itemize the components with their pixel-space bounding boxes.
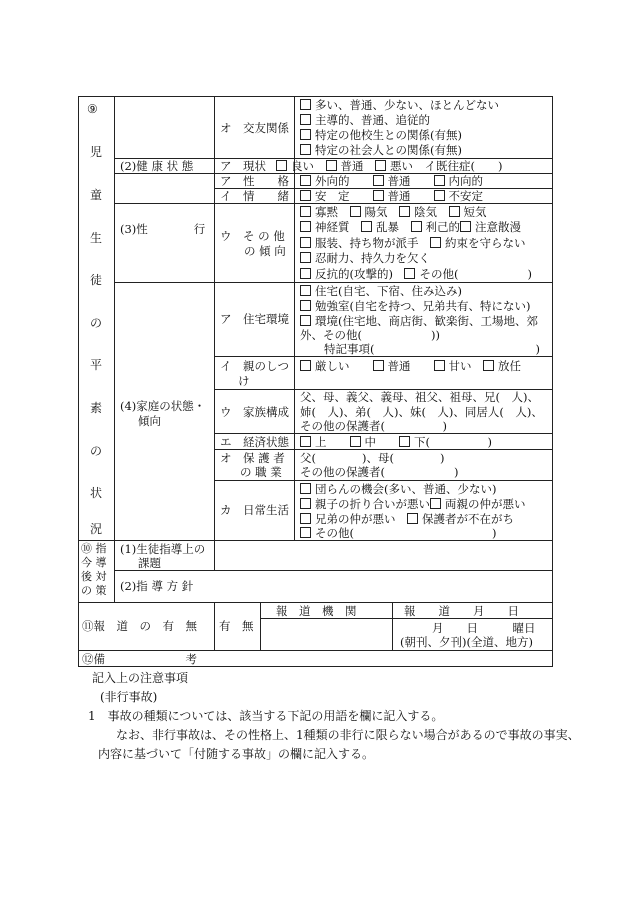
daily-row: その他( ) <box>300 526 496 540</box>
friend-option: 特定の社会人との関係(有無) <box>300 143 462 157</box>
report-edition: (朝刊、夕刊)(全道、地方) <box>400 635 533 649</box>
home-note: 特記事項( ) <box>324 342 540 356</box>
section9-char: 徒 <box>90 273 103 287</box>
daily-life-label: カ 日常生活 <box>220 503 289 517</box>
checkbox[interactable] <box>300 99 311 110</box>
checkbox[interactable] <box>449 206 460 217</box>
divider <box>214 602 215 650</box>
checkbox[interactable] <box>407 513 418 524</box>
divider <box>114 203 553 204</box>
occupation-label: の 職 業 <box>240 465 282 479</box>
report-date: 月 日 曜日 <box>432 621 536 635</box>
divider <box>214 96 215 570</box>
checkbox[interactable] <box>300 315 311 326</box>
section9-char: 童 <box>90 188 103 202</box>
divider <box>114 540 115 602</box>
section9-char: 生 <box>90 231 103 245</box>
daily-row: 親子の折り合いが悪い 両親の仲が悪い <box>300 497 526 511</box>
checkbox[interactable] <box>373 190 384 201</box>
home-row-cont: 外、その他( )) <box>300 328 440 342</box>
section9-char: 素 <box>90 401 103 415</box>
composition-row: その他の保護者( ) <box>300 419 447 433</box>
emotion-label: イ 情 緒 <box>220 189 289 203</box>
economy-options: 上 中 下( ) <box>300 435 492 449</box>
notes-item-cont: なお、非行事故は、その性格上、1種類の非行に限らない場合があるので事故の事実、 <box>116 728 580 742</box>
composition-row: 姉( 人)、弟( 人)、妹( 人)、同居人( 人)、 <box>300 405 543 419</box>
checkbox[interactable] <box>434 175 445 186</box>
checkbox[interactable] <box>300 190 311 201</box>
occupation-row: その他の保護者( ) <box>300 465 459 479</box>
checkbox[interactable] <box>430 237 441 248</box>
friend-option: 主導的、普通、追従的 <box>300 113 430 127</box>
checkbox[interactable] <box>373 360 384 371</box>
report-date-header: 報 道 月 日 <box>404 604 519 618</box>
family-group-label: 傾向 <box>138 414 161 428</box>
section10-label: の 策 <box>81 584 107 597</box>
notes-item-cont: 内容に基づいて「付随する事故」の欄に記入する。 <box>98 747 375 761</box>
checkbox[interactable] <box>300 114 311 125</box>
divider <box>214 449 553 450</box>
checkbox[interactable] <box>404 268 415 279</box>
checkbox[interactable] <box>300 300 311 311</box>
section11-label: ⑪報 道 の 有 無 <box>82 619 197 633</box>
divider <box>260 602 261 650</box>
checkbox[interactable] <box>430 498 441 509</box>
composition-label: ウ 家族構成 <box>220 405 289 419</box>
divider <box>260 618 553 619</box>
divider <box>114 570 553 571</box>
checkbox[interactable] <box>300 268 311 279</box>
section9-char: の <box>90 316 103 330</box>
personality-options: 外向的 普通 内向的 <box>300 174 483 188</box>
checkbox[interactable] <box>300 436 311 447</box>
divider <box>78 650 553 651</box>
daily-row: 団らんの機会(多い、普通、少ない) <box>300 482 496 496</box>
checkbox[interactable] <box>300 513 311 524</box>
checkbox[interactable] <box>276 160 287 171</box>
health-group-label: (2)健 康 状 態 <box>120 159 194 173</box>
tendency-row: 反抗的(攻撃的) その他( ) <box>300 267 532 281</box>
health-label: ア 現状 <box>220 159 266 173</box>
tendency-row: 服装、持ち物が派手 約束を守らない <box>300 236 526 250</box>
issues-label: 課題 <box>138 556 161 570</box>
home-label: ア 住宅環境 <box>220 312 289 326</box>
table-border-bottom <box>78 666 553 667</box>
composition-row: 父、母、義父、義母、祖父、祖母、兄( 人)、 <box>300 390 539 404</box>
checkbox[interactable] <box>300 527 311 538</box>
table-border-top <box>78 96 553 97</box>
section10-label: 後 対 <box>81 570 107 583</box>
personality-label: ア 性 格 <box>220 174 289 188</box>
notes-item: 1 事故の種類については、該当する下記の用語を欄に記入する。 <box>88 709 444 723</box>
checkbox[interactable] <box>300 483 311 494</box>
daily-row: 兄弟の仲が悪い 保護者が不在がち <box>300 512 514 526</box>
section9-char: 平 <box>90 358 103 372</box>
occupation-label: オ 保 護 者 <box>220 451 285 465</box>
health-options: 良い 普通 悪い イ既往症( ) <box>276 159 502 173</box>
home-row: 勉強室(自宅を持つ、兄弟共有、特にない) <box>300 299 531 313</box>
section9-char: 児 <box>90 145 103 159</box>
checkbox[interactable] <box>399 436 410 447</box>
checkbox[interactable] <box>399 206 410 217</box>
section12-label: ⑫備 考 <box>82 652 197 666</box>
tendency-row: 寡黙 陽気 陰気 短気 <box>300 205 487 219</box>
home-row: 住宅(自宅、下宿、住み込み) <box>300 284 462 298</box>
checkbox[interactable] <box>373 175 384 186</box>
checkbox[interactable] <box>300 252 311 263</box>
issues-label: (1)生徒指導上の <box>120 542 206 556</box>
checkbox[interactable] <box>300 129 311 140</box>
tendency-row: 忍耐力、持久力を欠く <box>300 251 430 265</box>
divider <box>114 96 115 540</box>
checkbox[interactable] <box>411 221 422 232</box>
checkbox[interactable] <box>300 175 311 186</box>
divider <box>214 356 553 357</box>
tendency-row: 神経質 乱暴 利己的 注意散漫 <box>300 220 521 234</box>
family-group-label: (4)家庭の状態・ <box>120 399 206 413</box>
section10-label: ⑩ 指 <box>81 542 107 555</box>
checkbox[interactable] <box>300 206 311 217</box>
behavior-group-label: (3)性 行 <box>120 222 206 236</box>
report-yesno[interactable]: 有 無 <box>219 619 254 633</box>
friend-label: オ 交友関係 <box>220 121 289 135</box>
checkbox[interactable] <box>300 498 311 509</box>
section9-char: 状 <box>90 486 103 500</box>
divider <box>78 540 553 541</box>
policy-label: (2)指 導 方 針 <box>120 579 194 593</box>
checkbox[interactable] <box>361 221 372 232</box>
checkbox[interactable] <box>300 221 311 232</box>
friend-option: 特定の他校生との関係(有無) <box>300 128 462 142</box>
checkbox[interactable] <box>483 360 494 371</box>
divider <box>114 282 553 283</box>
discipline-label: け <box>238 374 250 388</box>
notes-subtitle: (非行事故) <box>100 690 158 704</box>
table-border-right <box>552 96 553 666</box>
checkbox[interactable] <box>300 144 311 155</box>
checkbox[interactable] <box>375 160 386 171</box>
tendency-label: ウ そ の 他 <box>220 229 285 243</box>
section9-char: ⑨ <box>87 102 98 116</box>
emotion-options: 安 定 普通 不安定 <box>300 189 483 203</box>
divider <box>78 602 553 603</box>
checkbox[interactable] <box>300 285 311 296</box>
checkbox[interactable] <box>434 190 445 201</box>
home-row: 環境(住宅地、商店街、歓楽街、工場地、郊 <box>300 314 538 328</box>
section9-char: 況 <box>90 522 103 536</box>
discipline-options: 厳しい 普通 甘い 放任 <box>300 359 521 373</box>
friend-option: 多い、普通、少ない、ほとんどない <box>300 98 499 112</box>
checkbox[interactable] <box>350 206 361 217</box>
tendency-label: の 傾 向 <box>244 244 286 258</box>
section10-label: 今 導 <box>81 556 107 569</box>
divider <box>214 480 553 481</box>
section9-char: の <box>90 444 103 458</box>
divider <box>392 602 393 650</box>
table-border-left <box>78 96 79 666</box>
discipline-label: イ 親のしつ <box>220 359 289 373</box>
divider <box>214 433 553 434</box>
checkbox[interactable] <box>326 160 337 171</box>
report-org-header: 報 道 機 関 <box>276 604 357 618</box>
occupation-row: 父( )、母( ) <box>300 451 445 465</box>
checkbox[interactable] <box>460 221 471 232</box>
economy-label: エ 経済状態 <box>220 435 289 449</box>
checkbox[interactable] <box>350 436 361 447</box>
checkbox[interactable] <box>300 237 311 248</box>
checkbox[interactable] <box>434 360 445 371</box>
checkbox[interactable] <box>300 360 311 371</box>
notes-title: 記入上の注意事項 <box>92 671 189 685</box>
